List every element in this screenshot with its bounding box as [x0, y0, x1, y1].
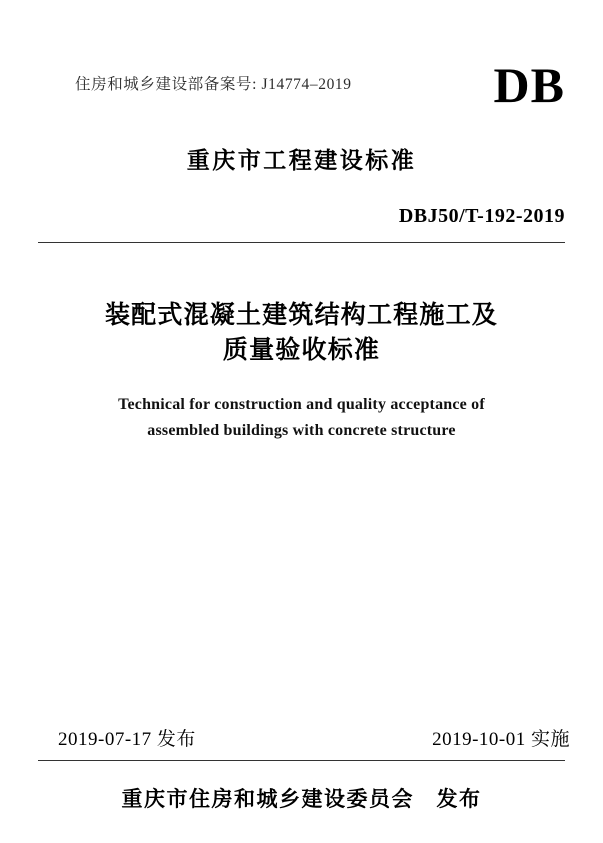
dates-row	[58, 724, 570, 752]
header-row	[38, 57, 565, 128]
publisher-line: 重庆市住房和城乡建设委员会 发布	[121, 788, 482, 811]
db-emblem: DB	[493, 57, 565, 113]
page-title	[0, 298, 603, 368]
series-title: 重庆市工程建设标准	[186, 147, 417, 173]
english-subtitle	[0, 392, 603, 444]
effective-date: 2019-10-01 实施	[432, 729, 570, 750]
divider-top	[38, 242, 565, 243]
filing-number: 住房和城乡建设部备案号: J14774–2019	[75, 76, 352, 93]
english-subtitle-line-2: assembled buildings with concrete structure	[147, 422, 456, 439]
divider-bottom	[38, 760, 565, 761]
issue-date: 2019-07-17 发布	[58, 729, 196, 750]
standard-code: DBJ50/T-192-2019	[398, 205, 565, 227]
english-subtitle-line-1: Technical for construction and quality acceptance of	[118, 396, 485, 413]
page-title-line-2: 质量验收标准	[222, 336, 381, 364]
page-title-line-1: 装配式混凝土建筑结构工程施工及	[104, 301, 498, 329]
